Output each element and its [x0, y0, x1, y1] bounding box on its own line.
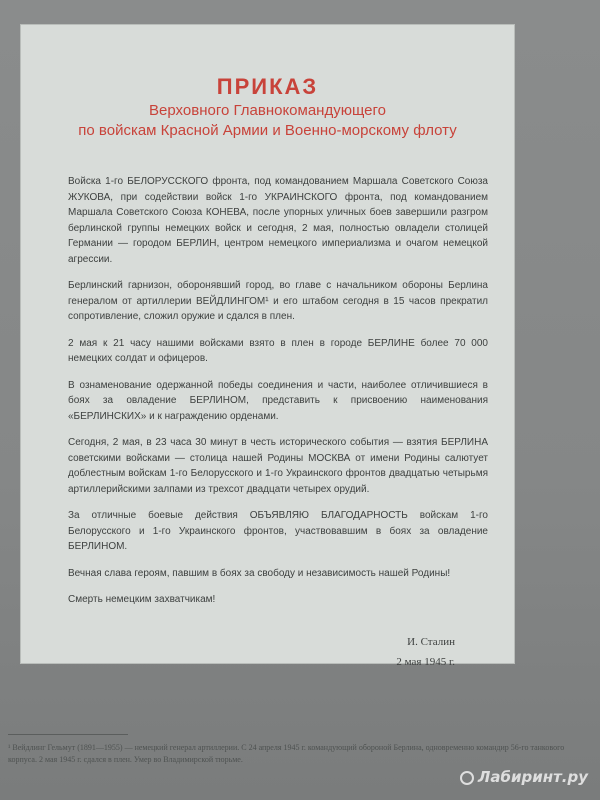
paragraph: За отличные боевые действия ОБЪЯВЛЯЮ БЛАГОДАРНОСТЬ войскам 1-го Белорусского и 1-го Украинского фронтов, участвовавшим в боях за овладение БЕРЛИНОМ. — [68, 510, 488, 552]
paragraph: Войска 1-го БЕЛОРУССКОГО фронта, под командованием Маршала Советского Союза ЖУКОВА, при содействии войск 1-го УКРАИНСКОГО фронта, под командованием Маршала Советского Союза КОНЕВА, после упорных уличных боев завершили разгром берлинской группы немецких войск и сегодня, 2 мая, полностью овладели столицей Германии — городом БЕРЛИН, центром немецкого империализма и очагом немецкой агрессии. — [68, 176, 488, 265]
watermark-logo-icon — [460, 771, 474, 785]
subtitle-line-1: Верховного Главнокомандующего — [149, 102, 386, 119]
watermark — [460, 768, 588, 786]
signature-block — [396, 632, 455, 672]
signature-name: И. Сталин — [407, 636, 455, 648]
watermark-text: Лабиринт.ру — [477, 768, 588, 786]
footnote — [8, 742, 568, 766]
paragraph: Смерть немецким захватчикам! — [68, 594, 216, 605]
footnote-text: ¹ Вейдлинг Гельмут (1891—1955) — немецкий генерал артиллерии. С 24 апреля 1945 г. командующий обороной Берлина, одновременно командир 56-го танкового корпуса. 2 мая 1945 г. сдался в плен. Умер во Владимирской тюрьме. — [8, 743, 565, 764]
paragraph: Сегодня, 2 мая, в 23 часа 30 минут в честь исторического события — взятия БЕРЛИНА советскими войсками — столица нашей Родины МОСКВА от имени Родины салютует доблестным войскам 1-го Белорусского и 1-го Украинского фронтов двадцатью четырьмя артиллерийскими залпами из трехсот двадцати четырех орудий. — [68, 437, 488, 495]
paragraph: 2 мая к 21 часу нашими войсками взято в плен в городе БЕРЛИНЕ более 70 000 немецких солдат и офицеров. — [68, 337, 488, 364]
order-frame — [20, 24, 515, 668]
signature-date: 2 мая 1945 г. — [396, 656, 455, 668]
paragraph: Вечная слава героям, павшим в боях за свободу и независимость нашей Родины! — [68, 567, 451, 579]
paragraph: В ознаменование одержанной победы соединения и части, наиболее отличившиеся в боях за овладение БЕРЛИНОМ, представить к присвоению наименования «БЕРЛИНСКИХ» и к награждению орденами. — [68, 379, 488, 422]
order-subtitle — [20, 101, 515, 141]
order-body — [68, 174, 488, 619]
subtitle-line-2: по войскам Красной Армии и Военно-морскому флоту — [78, 122, 457, 139]
order-title: ПРИКАЗ — [216, 74, 319, 99]
footnote-rule — [8, 734, 128, 735]
paragraph: Берлинский гарнизон, оборонявший город, во главе с начальником обороны Берлина генералом от артиллерии ВЕЙДЛИНГОМ¹ и его штабом сегодня в 15 часов прекратил сопротивление, сложил оружие и сдался в плен. — [68, 280, 488, 322]
